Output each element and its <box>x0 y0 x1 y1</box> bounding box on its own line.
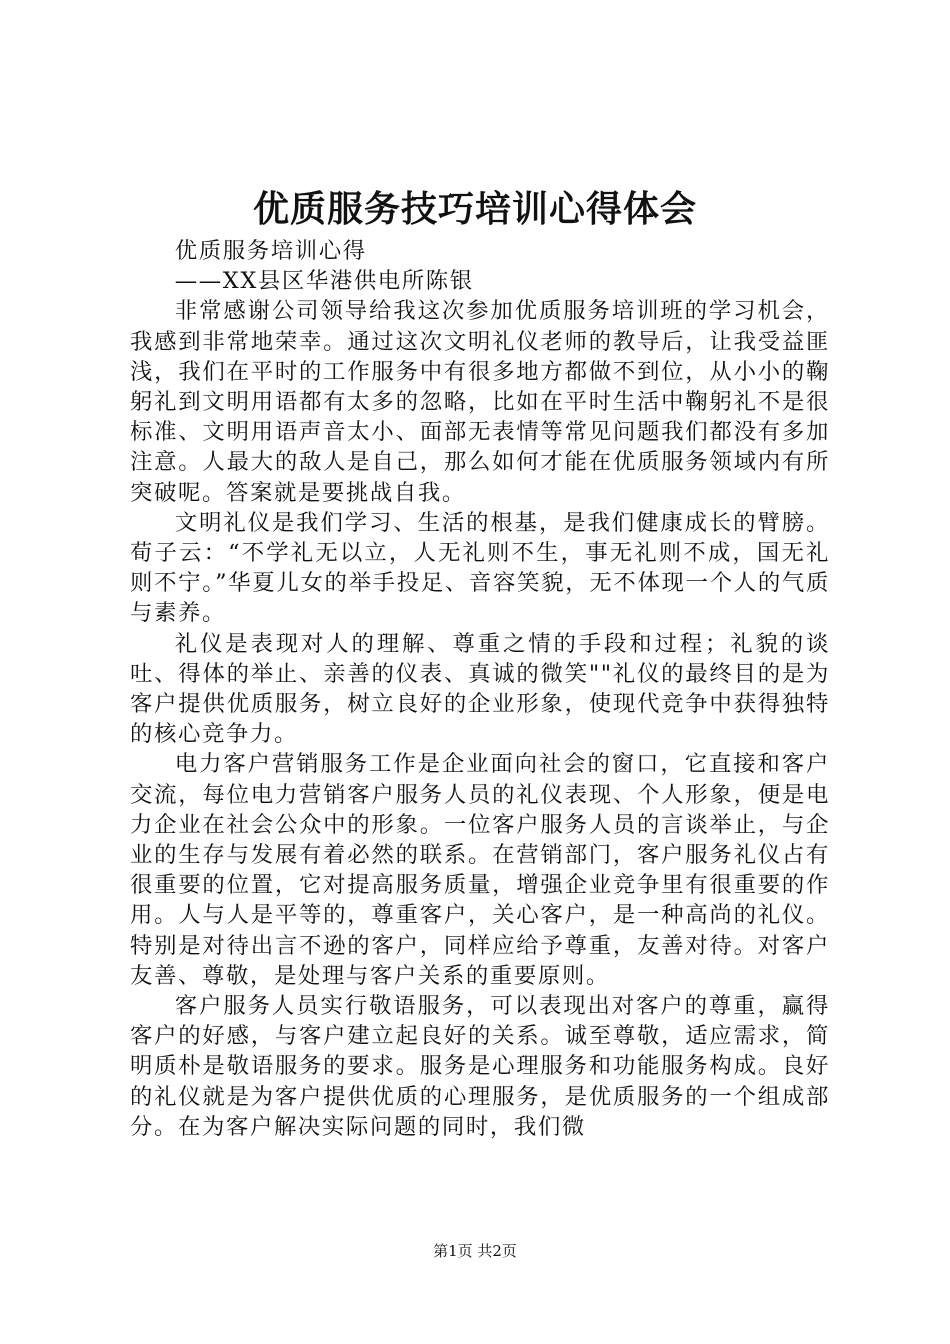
body-paragraph: 非常感谢公司领导给我这次参加优质服务培训班的学习机会，我感到非常地荣幸。通过这次文明礼仪老师的教导后，让我受益匪浅，我们在平时的工作服务中有很多地方都做不到位，从小小的鞠躬礼到文明用语都有太多的忽略，比如在平时生活中鞠躬礼不是很标准、文明用语声音太小、面部无表情等常见问题我们都没有多加注意。人最大的敌人是自己，那么如何才能在优质服务领域内有所突破呢。答案就是要挑战自我。 <box>130 298 830 506</box>
page-number: 第1页 共2页 <box>433 1242 517 1260</box>
body-paragraph: 客户服务人员实行敬语服务，可以表现出对客户的尊重，赢得客户的好感，与客户建立起良好的关系。诚至尊敬，适应需求，简明质朴是敬语服务的要求。服务是心理服务和功能服务构成。良好的礼仪就是为客户提供优质的心理服务，是优质服务的一个组成部分。在为客户解决实际问题的同时，我们微 <box>130 993 830 1140</box>
subtitle: 优质服务培训心得 <box>174 238 367 264</box>
body-paragraph: 礼仪是表现对人的理解、尊重之情的手段和过程；礼貌的谈吐、得体的举止、亲善的仪表、真诚的微笑""礼仪的最终目的是为客户提供优质服务，树立良好的企业形象，使现代竞争中获得独特的核心竞争力。 <box>130 630 830 748</box>
body-paragraph: 电力客户营销服务工作是企业面向社会的窗口，它直接和客户交流，每位电力营销客户服务人员的礼仪表现、个人形象，便是电力企业在社会公众中的形象。一位客户服务人员的言谈举止，与企业的生存与发展有着必然的联系。在营销部门，客户服务礼仪占有很重要的位置，它对提高服务质量，增强企业竞争里有很重要的作用。人与人是平等的，尊重客户，关心客户，是一种高尚的礼仪。特别是对待出言不逊的客户，同样应给予尊重，友善对待。对客户友善、尊敬，是处理与客户关系的重要原则。 <box>130 751 830 989</box>
document-title: 优质服务技巧培训心得体会 <box>252 188 697 230</box>
author-line: ——XX县区华港供电所陈银 <box>174 268 474 295</box>
document-body <box>130 236 830 1142</box>
body-paragraph: 文明礼仪是我们学习、生活的根基，是我们健康成长的臂膀。荀子云：“不学礼无以立，人无礼则不生，事无礼则不成，国无礼则不宁。”华夏儿女的举手投足、音容笑貌，无不体现一个人的气质与素养。 <box>130 509 830 627</box>
